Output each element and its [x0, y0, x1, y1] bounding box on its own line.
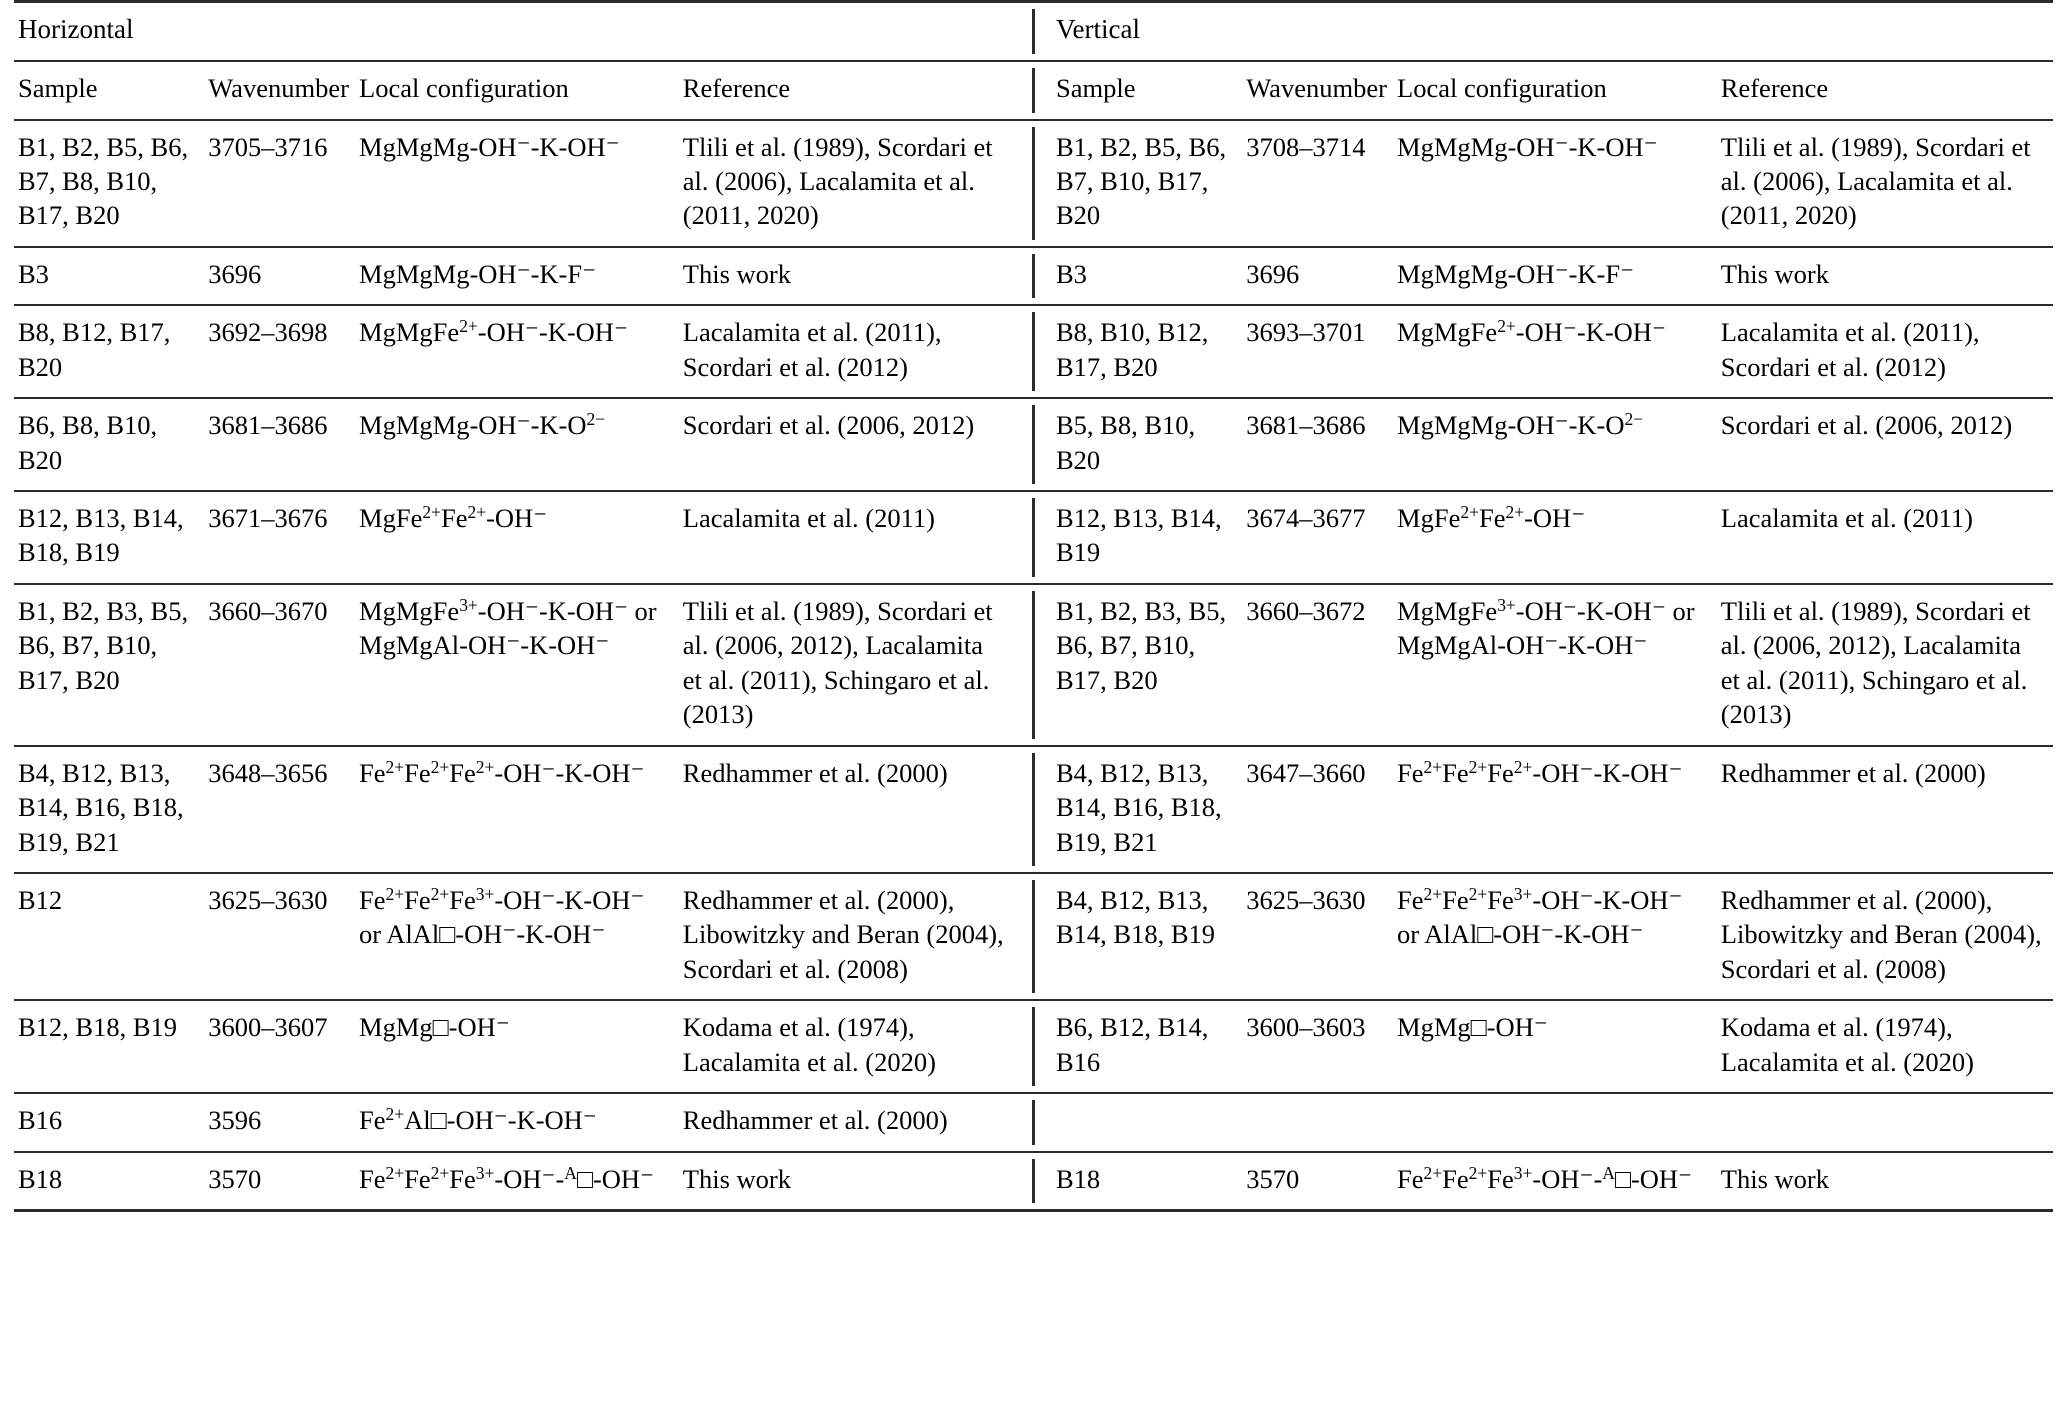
table-row [14, 305, 2053, 398]
col-header-wavenumber-v: Wavenumber [1242, 61, 1393, 119]
horizontal-wavenumber-cell: 3570 [204, 1152, 355, 1211]
column-divider [1015, 61, 1052, 119]
horizontal-configuration-cell: $Fe^{2+}Al□-OH^--K-OH^-$ [355, 1093, 679, 1151]
horizontal-reference-cell: This work [679, 247, 1015, 305]
vertical-sample-cell: B3 [1052, 247, 1242, 305]
group-header-vertical: Vertical [1052, 2, 2053, 62]
horizontal-wavenumber-cell: 3681–3686 [204, 398, 355, 491]
vertical-reference-cell: Tlili et al. (1989), Scordari et al. (2006), Lacalamita et al. (2011, 2020) [1717, 120, 2053, 247]
horizontal-reference-cell: Kodama et al. (1974), Lacalamita et al. (2020) [679, 1000, 1015, 1093]
vertical-wavenumber-cell [1242, 1093, 1393, 1151]
horizontal-reference-cell: Lacalamita et al. (2011) [679, 491, 1015, 584]
group-header-row [14, 2, 2053, 62]
column-divider [1015, 247, 1052, 305]
vertical-reference-cell: This work [1717, 1152, 2053, 1211]
horizontal-configuration-cell: MgMgFe$^{2+}$-OH⁻-K-OH⁻ [355, 305, 679, 398]
vertical-configuration-cell [1393, 1093, 1717, 1151]
vertical-reference-cell [1717, 1093, 2053, 1151]
horizontal-wavenumber-cell: 3692–3698 [204, 305, 355, 398]
horizontal-configuration-cell: MgMg□-OH⁻ [355, 1000, 679, 1093]
vertical-sample-cell: B1, B2, B5, B6, B7, B10, B17, B20 [1052, 120, 1242, 247]
column-divider [1015, 1000, 1052, 1093]
table-row [14, 1000, 2053, 1093]
vertical-configuration-cell: $Fe^{2+}Fe^{2+}Fe^{3+}-OH^--^A□-OH^-$ [1393, 1152, 1717, 1211]
horizontal-reference-cell: Lacalamita et al. (2011), Scordari et al. (2012) [679, 305, 1015, 398]
horizontal-wavenumber-cell: 3705–3716 [204, 120, 355, 247]
horizontal-configuration-cell: $Fe^{2+}Fe^{2+}Fe^{2+}-OH^--K-OH^-$ [355, 746, 679, 873]
horizontal-sample-cell: B3 [14, 247, 204, 305]
vertical-sample-cell: B18 [1052, 1152, 1242, 1211]
vertical-wavenumber-cell: 3647–3660 [1242, 746, 1393, 873]
vertical-wavenumber-cell: 3600–3603 [1242, 1000, 1393, 1093]
horizontal-sample-cell: B1, B2, B5, B6, B7, B8, B10, B17, B20 [14, 120, 204, 247]
column-divider [1015, 2, 1052, 62]
horizontal-wavenumber-cell: 3625–3630 [204, 873, 355, 1000]
vertical-configuration-cell: MgMgMg-$OH^--K-O^{2-}$ [1393, 398, 1717, 491]
horizontal-wavenumber-cell: 3696 [204, 247, 355, 305]
horizontal-reference-cell: Redhammer et al. (2000), Libowitzky and Beran (2004), Scordari et al. (2008) [679, 873, 1015, 1000]
horizontal-reference-cell: Redhammer et al. (2000) [679, 746, 1015, 873]
vertical-configuration-cell: MgMgFe$^{3+}$-OH⁻-K-OH⁻ or MgMgAl-OH⁻-K-OH⁻ [1393, 584, 1717, 746]
horizontal-wavenumber-cell: 3600–3607 [204, 1000, 355, 1093]
vertical-sample-cell: B1, B2, B3, B5, B6, B7, B10, B17, B20 [1052, 584, 1242, 746]
column-divider [1015, 120, 1052, 247]
vertical-sample-cell: B6, B12, B14, B16 [1052, 1000, 1242, 1093]
horizontal-configuration-cell: $MgFe^{2+}Fe^{2+}-OH^-$ [355, 491, 679, 584]
spectroscopy-assignment-table [14, 0, 2053, 1212]
horizontal-sample-cell: B4, B12, B13, B14, B16, B18, B19, B21 [14, 746, 204, 873]
column-header-row [14, 61, 2053, 119]
horizontal-configuration-cell: MgMgFe$^{3+}$-OH⁻-K-OH⁻ or MgMgAl-OH⁻-K-OH⁻ [355, 584, 679, 746]
table-header [14, 2, 2053, 120]
vertical-configuration-cell: MgMgFe$^{2+}$-OH⁻-K-OH⁻ [1393, 305, 1717, 398]
vertical-reference-cell: Scordari et al. (2006, 2012) [1717, 398, 2053, 491]
table-row [14, 873, 2053, 1000]
vertical-reference-cell: Lacalamita et al. (2011) [1717, 491, 2053, 584]
horizontal-reference-cell: Tlili et al. (1989), Scordari et al. (2006, 2012), Lacalamita et al. (2011), Schingaro et al. (2013) [679, 584, 1015, 746]
table-row [14, 584, 2053, 746]
vertical-sample-cell: B4, B12, B13, B14, B16, B18, B19, B21 [1052, 746, 1242, 873]
column-divider [1015, 491, 1052, 584]
horizontal-sample-cell: B8, B12, B17, B20 [14, 305, 204, 398]
column-divider [1015, 398, 1052, 491]
vertical-reference-cell: Kodama et al. (1974), Lacalamita et al. (2020) [1717, 1000, 2053, 1093]
col-header-wavenumber-h: Wavenumber [204, 61, 355, 119]
vertical-reference-cell: This work [1717, 247, 2053, 305]
vertical-sample-cell [1052, 1093, 1242, 1151]
vertical-reference-cell: Redhammer et al. (2000), Libowitzky and Beran (2004), Scordari et al. (2008) [1717, 873, 2053, 1000]
horizontal-reference-cell: This work [679, 1152, 1015, 1211]
vertical-wavenumber-cell: 3693–3701 [1242, 305, 1393, 398]
vertical-wavenumber-cell: 3570 [1242, 1152, 1393, 1211]
vertical-configuration-cell: MgMgMg-OH⁻-K-OH⁻ [1393, 120, 1717, 247]
horizontal-configuration-cell: MgMgMg-$OH^--K-O^{2-}$ [355, 398, 679, 491]
horizontal-sample-cell: B16 [14, 1093, 204, 1151]
vertical-sample-cell: B5, B8, B10, B20 [1052, 398, 1242, 491]
vertical-wavenumber-cell: 3674–3677 [1242, 491, 1393, 584]
table-row [14, 247, 2053, 305]
horizontal-wavenumber-cell: 3648–3656 [204, 746, 355, 873]
table-row [14, 1093, 2053, 1151]
vertical-wavenumber-cell: 3681–3686 [1242, 398, 1393, 491]
column-divider [1015, 305, 1052, 398]
col-header-configuration-v: Local configuration [1393, 61, 1717, 119]
vertical-configuration-cell: $MgFe^{2+}Fe^{2+}-OH^-$ [1393, 491, 1717, 584]
vertical-configuration-cell: $Fe^{2+}Fe^{2+}Fe^{3+}-OH^--K-OH^-$ or AlAl□-OH⁻-K-OH⁻ [1393, 873, 1717, 1000]
table-row [14, 1152, 2053, 1211]
col-header-reference-h: Reference [679, 61, 1015, 119]
column-divider [1015, 1152, 1052, 1211]
vertical-wavenumber-cell: 3625–3630 [1242, 873, 1393, 1000]
horizontal-configuration-cell: $Fe^{2+}Fe^{2+}Fe^{3+}-OH^--^A□-OH^-$ [355, 1152, 679, 1211]
vertical-configuration-cell: $Fe^{2+}Fe^{2+}Fe^{2+}-OH^--K-OH^-$ [1393, 746, 1717, 873]
vertical-wavenumber-cell: 3708–3714 [1242, 120, 1393, 247]
col-header-reference-v: Reference [1717, 61, 2053, 119]
table-body [14, 120, 2053, 1211]
vertical-sample-cell: B4, B12, B13, B14, B18, B19 [1052, 873, 1242, 1000]
horizontal-sample-cell: B1, B2, B3, B5, B6, B7, B10, B17, B20 [14, 584, 204, 746]
col-header-sample-h: Sample [14, 61, 204, 119]
group-header-horizontal: Horizontal [14, 2, 1015, 62]
table-row [14, 746, 2053, 873]
column-divider [1015, 1093, 1052, 1151]
horizontal-reference-cell: Redhammer et al. (2000) [679, 1093, 1015, 1151]
table-row [14, 120, 2053, 247]
vertical-sample-cell: B8, B10, B12, B17, B20 [1052, 305, 1242, 398]
table-row [14, 491, 2053, 584]
col-header-configuration-h: Local configuration [355, 61, 679, 119]
horizontal-sample-cell: B12, B13, B14, B18, B19 [14, 491, 204, 584]
horizontal-sample-cell: B12, B18, B19 [14, 1000, 204, 1093]
column-divider [1015, 584, 1052, 746]
horizontal-configuration-cell: $Fe^{2+}Fe^{2+}Fe^{3+}-OH^--K-OH^-$ or AlAl□-OH⁻-K-OH⁻ [355, 873, 679, 1000]
horizontal-reference-cell: Scordari et al. (2006, 2012) [679, 398, 1015, 491]
horizontal-sample-cell: B18 [14, 1152, 204, 1211]
vertical-wavenumber-cell: 3660–3672 [1242, 584, 1393, 746]
vertical-reference-cell: Lacalamita et al. (2011), Scordari et al. (2012) [1717, 305, 2053, 398]
horizontal-sample-cell: B12 [14, 873, 204, 1000]
horizontal-configuration-cell: MgMgMg-OH⁻-K-F⁻ [355, 247, 679, 305]
vertical-wavenumber-cell: 3696 [1242, 247, 1393, 305]
col-header-sample-v: Sample [1052, 61, 1242, 119]
vertical-configuration-cell: MgMg□-OH⁻ [1393, 1000, 1717, 1093]
vertical-reference-cell: Tlili et al. (1989), Scordari et al. (2006, 2012), Lacalamita et al. (2011), Schingaro et al. (2013) [1717, 584, 2053, 746]
table-row [14, 398, 2053, 491]
horizontal-reference-cell: Tlili et al. (1989), Scordari et al. (2006), Lacalamita et al. (2011, 2020) [679, 120, 1015, 247]
horizontal-sample-cell: B6, B8, B10, B20 [14, 398, 204, 491]
column-divider [1015, 873, 1052, 1000]
vertical-reference-cell: Redhammer et al. (2000) [1717, 746, 2053, 873]
horizontal-wavenumber-cell: 3671–3676 [204, 491, 355, 584]
vertical-configuration-cell: MgMgMg-OH⁻-K-F⁻ [1393, 247, 1717, 305]
horizontal-wavenumber-cell: 3660–3670 [204, 584, 355, 746]
vertical-sample-cell: B12, B13, B14, B19 [1052, 491, 1242, 584]
column-divider [1015, 746, 1052, 873]
horizontal-configuration-cell: MgMgMg-OH⁻-K-OH⁻ [355, 120, 679, 247]
horizontal-wavenumber-cell: 3596 [204, 1093, 355, 1151]
